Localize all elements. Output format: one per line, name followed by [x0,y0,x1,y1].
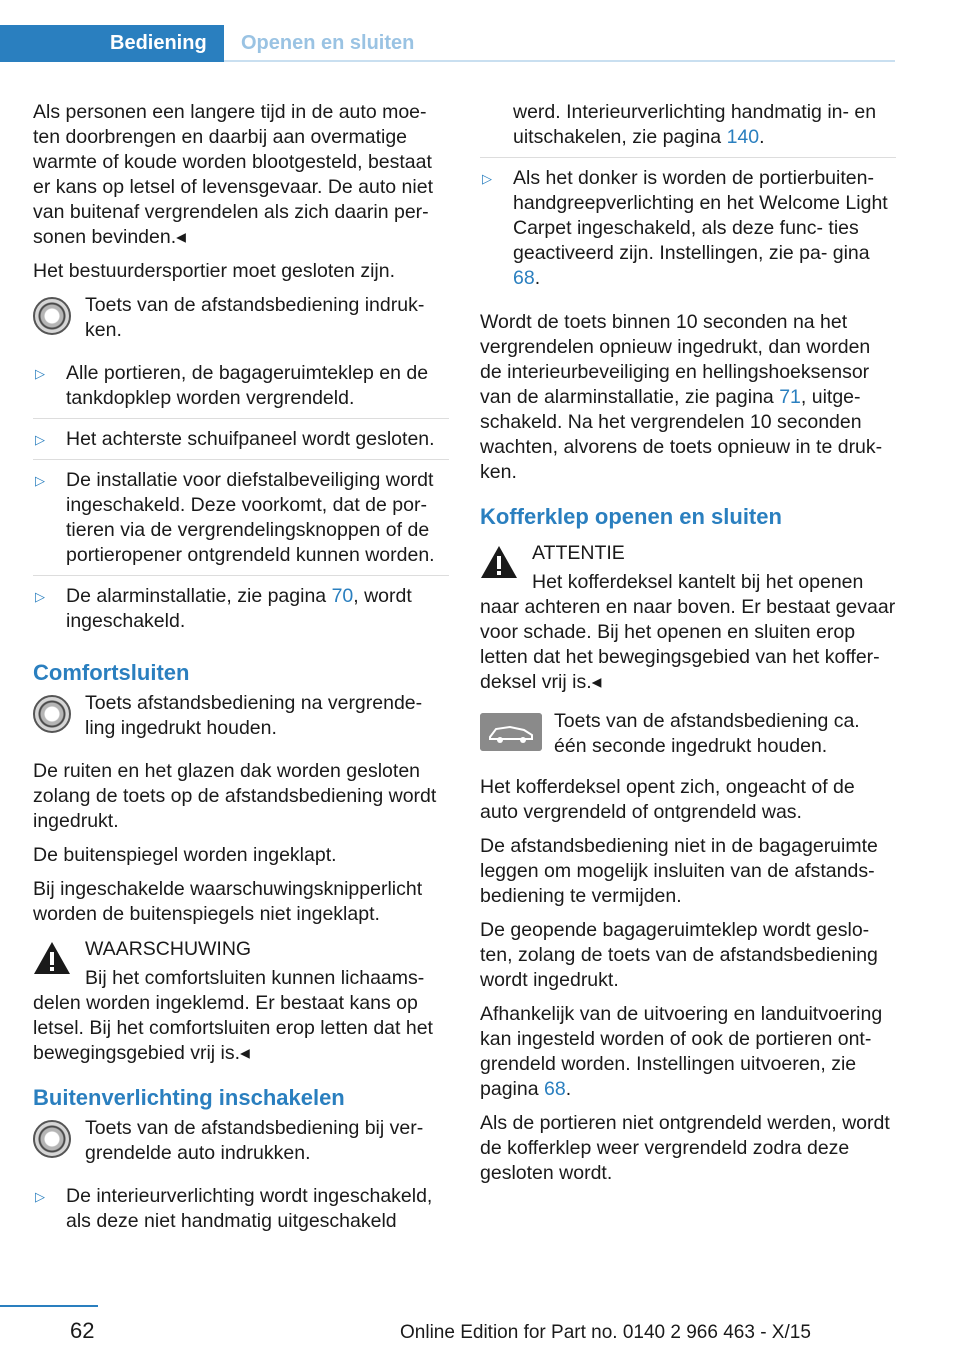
heading-comfortsluiten: Comfortsluiten [33,660,190,685]
warning-box [33,937,449,1066]
light-effects-list [33,1184,449,1241]
light-effects-list-continued [480,100,896,298]
instruction-text: Toets afstandsbediening na vergrende- ling ingedrukt houden. [85,692,423,739]
left-column [33,100,449,1253]
list-item: ▷ Als het donker is worden de portierbuiten- handgreepverlichting en het Welcome Light Carpet ingeschakeld, als deze func- ties geactiveerd zijn. Instellingen, zie pa- gina 68. [482,167,888,289]
right-column [480,100,896,1195]
triangle-bullet-icon: ▷ [35,473,45,488]
page-number: 62 [70,1318,95,1343]
footer-accent-line [0,1305,98,1307]
remote-key-instruction [33,1116,449,1166]
paragraph: Het kofferdeksel opent zich, ongeacht of de auto vergrendeld of ontgrendeld was. [480,776,855,823]
page-header [0,0,895,62]
triangle-bullet-icon: ▷ [482,171,492,186]
page-link[interactable]: 71 [779,386,801,408]
triangle-bullet-icon: ▷ [35,366,45,381]
triangle-bullet-icon: ▷ [35,1189,45,1204]
list-item: ▷ De interieurverlichting wordt ingeschakeld, als deze niet handmatig uitgeschakeld [35,1185,433,1232]
trunk-key-instruction [480,709,896,759]
attention-box [480,541,896,695]
triangle-bullet-icon: ▷ [35,432,45,447]
warning-caption: WAARSCHUWING [85,938,252,960]
attention-text: Het kofferdeksel kantelt bij het openen naar achteren en naar boven. Er bestaat gevaar voor schade. Bij het openen en sluiten erop letten dat het bewegingsgebied van het koffer- deksel vrij is.◂ [480,571,896,693]
list-item: ▷ De alarminstallatie, zie pagina 70, wordt ingeschakeld. [35,585,412,632]
remote-key-icon [33,1120,71,1158]
warning-triangle-icon [480,545,518,579]
section-tab-openen-en-sluiten[interactable]: Openen en sluiten [241,32,415,54]
paragraph: Wordt de toets binnen 10 seconden na het vergrendelen opnieuw ingedrukt, dan worden de interieurbeveiliging en hellingshoeksensor van de alarminstallatie, zie pagina 71, uitge- schakeld. Na het vergrendelen 10 seconden wachten, alvorens de toets opnieuw in te druk- ken. [480,311,883,483]
lock-effects-list [33,361,449,641]
edition-footer: Online Edition for Part no. 0140 2 966 463 - X/15 [400,1322,811,1343]
list-item: ▷ De installatie voor diefstalbeveiliging wordt ingeschakeld. Deze voorkomt, dat de por- tieren via de vergrendelingsknoppen of de portieropener ontgrendeld kunnen worden. [33,468,449,576]
heading-kofferklep: Kofferklep openen en sluiten [480,504,782,529]
car-trunk-icon [480,713,542,751]
triangle-bullet-icon: ▷ [35,589,45,604]
paragraph: De buitenspiegel worden ingeklapt. [33,844,337,866]
list-item: ▷ Het achterste schuifpaneel wordt gesloten. [33,427,449,460]
warning-text: Bij het comfortsluiten kunnen lichaams- delen worden ingeklemd. Er bestaat kans op letsel. Bij het comfortsluiten erop letten dat het bewegingsgebied vrij is.◂ [33,967,433,1064]
paragraph: Als de portieren niet ontgrendeld werden, wordt de kofferklep weer vergrendeld zodra deze gesloten wordt. [480,1112,890,1184]
section-tab-bediening[interactable]: Bediening [0,25,224,62]
remote-key-instruction [33,293,449,343]
remote-key-icon [33,297,71,335]
attention-caption: ATTENTIE [532,542,625,564]
instruction-text: Toets van de afstandsbediening indruk- ken. [85,294,425,341]
list-item: ▷ Alle portieren, de bagageruimteklep en de tankdopklep worden vergrendeld. [33,361,449,419]
intro-paragraph: Als personen een langere tijd in de auto moe- ten doorbrengen en daarbij aan overmatige warmte of koude worden blootgesteld, bestaat er kans op letsel of levensgevaar. De auto niet van buitenaf vergrendelen als zich daarin per- sonen bevinden.◂ [33,101,433,248]
paragraph: De ruiten en het glazen dak worden gesloten zolang de toets op de afstandsbediening wordt ingedrukt. [33,760,437,832]
remote-key-icon [33,695,71,733]
paragraph: Afhankelijk van de uitvoering en landuitvoering kan ingesteld worden of ook de portieren ont- grendeld worden. Instellingen uitvoeren, zie pagina 68. [480,1003,883,1100]
paragraph: Bij ingeschakelde waarschuwingsknipperlicht worden de buitenspiegels niet ingeklapt. [33,878,423,925]
instruction-text: Toets van de afstandsbediening bij ver- grendelde auto indrukken. [85,1117,424,1164]
heading-buitenverlichting: Buitenverlichting inschakelen [33,1085,345,1110]
driver-door-note: Het bestuurdersportier moet gesloten zijn. [33,260,396,282]
remote-key-instruction [33,691,449,741]
page-link[interactable]: 68 [513,267,535,289]
header-divider [224,60,895,62]
page-link[interactable]: 70 [331,585,354,607]
paragraph: De afstandsbediening niet in de bagageruimte leggen om mogelijk insluiten van de afstands- bediening te vermijden. [480,835,878,907]
list-item: werd. Interieurverlichting handmatig in- en uitschakelen, zie pagina 140. [480,100,896,158]
paragraph: De geopende bagageruimteklep wordt geslo- ten, zolang de toets van de afstandsbediening wordt ingedrukt. [480,919,878,991]
instruction-text: Toets van de afstandsbediening ca. één seconde ingedrukt houden. [554,710,860,757]
warning-triangle-icon [33,941,71,975]
page-link[interactable]: 68 [543,1078,566,1100]
page-link[interactable]: 140 [726,126,760,148]
